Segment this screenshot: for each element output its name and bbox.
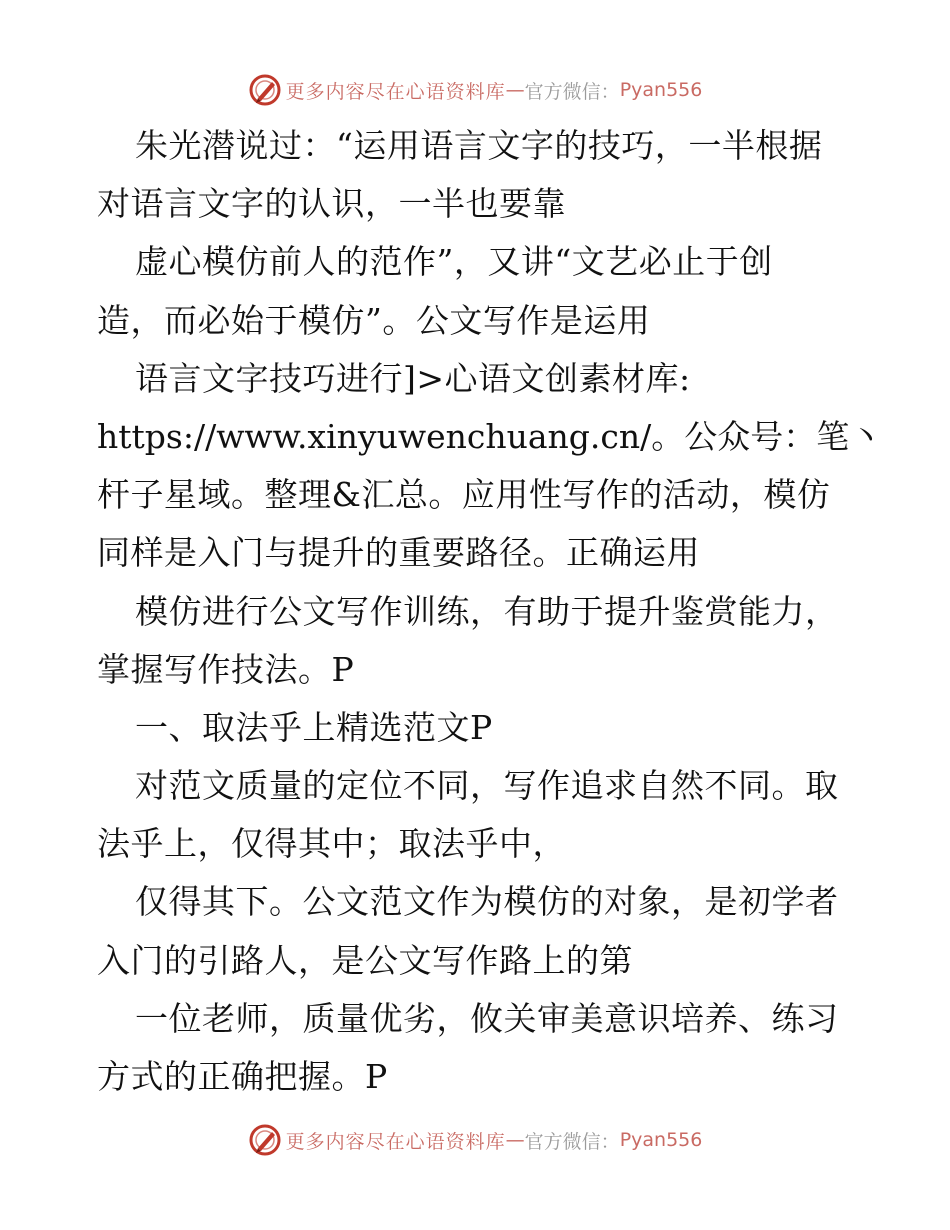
watermark-wechat-id: Pyan556 [619,79,703,101]
watermark-wechat-label: 官方微信： [524,80,620,103]
text-line: 掌握写作技法。P [97,649,355,689]
text-line: 虚心模仿前人的范作”，又讲“文艺必止于创 [135,242,773,282]
document-body [97,117,883,1106]
watermark-text: 更多内容尽在心语资料库 [285,80,506,103]
text-line: 模仿进行公文写作训练，有助于提升鉴赏能力， [135,591,839,631]
text-line: 同样是入门与提升的重要路径。正确运用 [97,533,700,573]
text-line: 对范文质量的定位不同，写作追求自然不同。取 [135,766,839,806]
text-line: 造，而必始于模仿”。公文写作是运用 [97,300,651,340]
watermark-wechat-id: Pyan556 [619,1129,703,1151]
section-heading: 一、取法乎上精选范文P [135,707,493,747]
watermark-text: 更多内容尽在心语资料库 [285,1130,506,1153]
text-line: 对语言文字的认识，一半也要靠 [97,184,566,224]
pen-logo-icon [248,1123,282,1157]
text-line: 杆子星域。整理&汇总。应用性写作的活动，模仿 [97,475,831,515]
text-line: 朱光潜说过：“运用语言文字的技巧，一半根据 [135,126,823,165]
text-line: 入门的引路人，是公文写作路上的第 [97,940,633,980]
watermark-wechat-label: 官方微信： [524,1130,620,1153]
text-line: https://www.xinyuwenchuang.cn/。公众号：笔丶 [97,416,883,456]
watermark-dash: — [505,1129,525,1151]
text-line: 法乎上，仅得其中；取法乎中， [97,824,566,864]
text-line: 仅得其下。公文范文作为模仿的对象，是初学者 [135,882,839,922]
footer-watermark [0,1120,950,1160]
header-watermark [0,70,950,110]
watermark-dash: — [505,79,525,101]
text-line: 一位老师，质量优劣，攸关审美意识培养、练习 [135,998,839,1038]
text-line: 语言文字技巧进行]>心语文创素材库: [135,358,691,398]
text-line: 方式的正确把握。P [97,1057,388,1096]
pen-logo-icon [248,73,282,107]
